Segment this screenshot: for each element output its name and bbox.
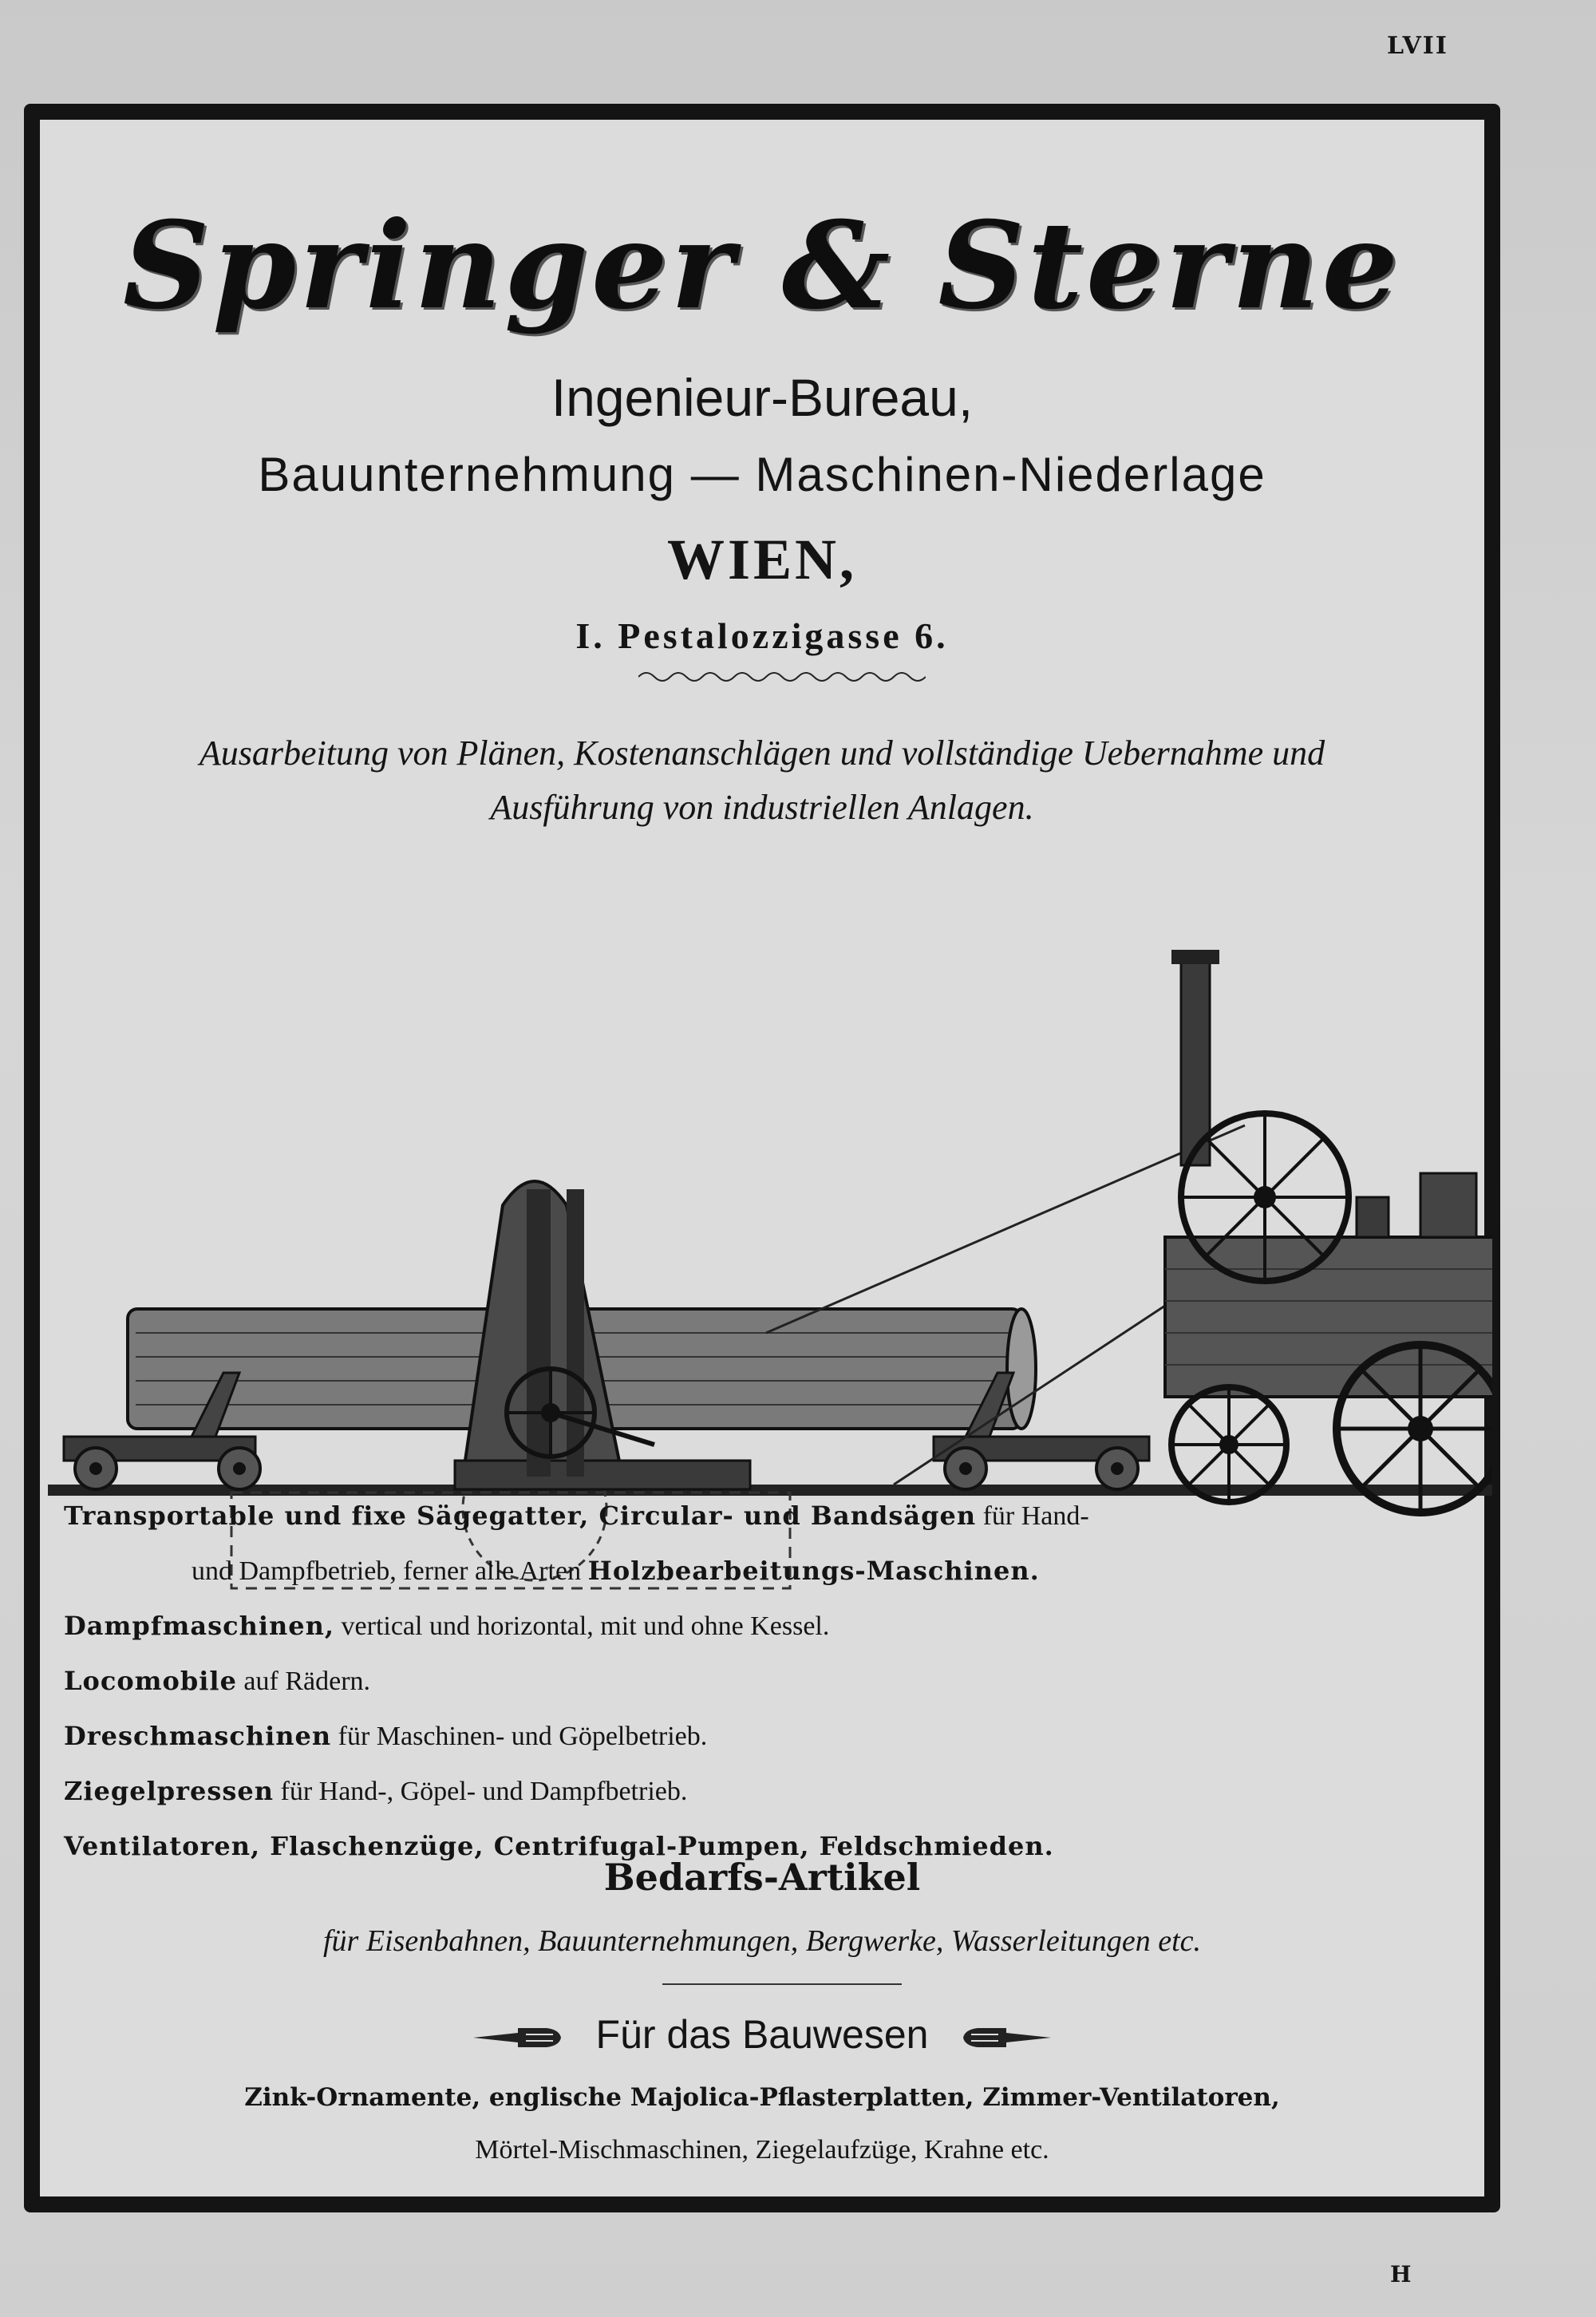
product-bold: Transportable und fixe Sägegatter, Circular- und Bandsägen [64, 1501, 977, 1531]
company-services: Bauunternehmung — Maschinen-Niederlage [258, 448, 1266, 501]
product-bold: Dampfmaschinen, [64, 1611, 335, 1641]
product-line-6 [64, 1764, 1476, 1819]
product-text: vertical und horizontal, mit und ohne Kessel. [334, 1611, 830, 1641]
product-line-2 [64, 1544, 1476, 1599]
product-text: für Hand- [976, 1501, 1089, 1531]
product-bold: Locomobile [64, 1666, 237, 1696]
product-text: und Dampfbetrieb, ferner alle Arten [192, 1556, 588, 1586]
ornamental-divider [638, 669, 926, 685]
product-text: für Maschinen- und Göpelbetrieb. [331, 1722, 708, 1751]
address: I. Pestalozzigasse 6. [575, 615, 949, 656]
bauwesen-heading [40, 2011, 1484, 2058]
zink-line: Zink-Ornamente, englische Majolica-Pflasterplatten, Zimmer-Ventilatoren, [244, 2083, 1280, 2112]
pointing-hand-left-icon [470, 2022, 566, 2054]
pointing-hand-right-icon [958, 2022, 1054, 2054]
signature-mark: H [1390, 2261, 1412, 2287]
moertel-line: Mörtel-Mischmaschinen, Ziegelaufzüge, Krahne etc. [475, 2135, 1049, 2165]
product-line-4 [64, 1654, 1476, 1709]
tagline [40, 726, 1484, 835]
product-line-3 [64, 1599, 1476, 1654]
product-bold: Ziegelpressen [64, 1776, 275, 1806]
tagline-line-2: Ausführung von industriellen Anlagen. [490, 788, 1034, 827]
city: WIEN, [666, 528, 858, 591]
company-subtitle: Ingenieur-Bureau, [551, 368, 974, 427]
product-list [64, 1489, 1476, 1874]
bauwesen-title: Für das Bauwesen [595, 2012, 929, 2057]
product-bold: Ventilatoren, Flaschenzüge, Centrifugal-Pumpen, Feldschmieden. [64, 1831, 1054, 1861]
section-divider [662, 1983, 902, 1985]
product-bold: Holzbearbeitungs-Maschinen. [587, 1556, 1040, 1586]
locomobile [1165, 950, 1492, 1512]
page-number: LVII [1387, 32, 1448, 60]
advertisement-frame [24, 104, 1500, 2212]
tagline-line-1: Ausarbeitung von Plänen, Kostenanschlägen und vollständige Uebernahme und [199, 733, 1325, 773]
product-bold: Dreschmaschinen [64, 1721, 332, 1751]
company-name: Springer & Sterne [122, 196, 1402, 336]
product-text: auf Rädern. [236, 1667, 371, 1696]
product-text: für Hand-, Göpel- und Dampfbetrieb. [274, 1777, 688, 1806]
bedarfs-subtitle: für Eisenbahnen, Bauunternehmungen, Bergwerke, Wasserleitungen etc. [322, 1924, 1201, 1958]
product-line-5 [64, 1709, 1476, 1764]
product-line-1 [64, 1489, 1476, 1544]
bedarfs-title: Bedarfs-Artikel [603, 1856, 921, 1899]
